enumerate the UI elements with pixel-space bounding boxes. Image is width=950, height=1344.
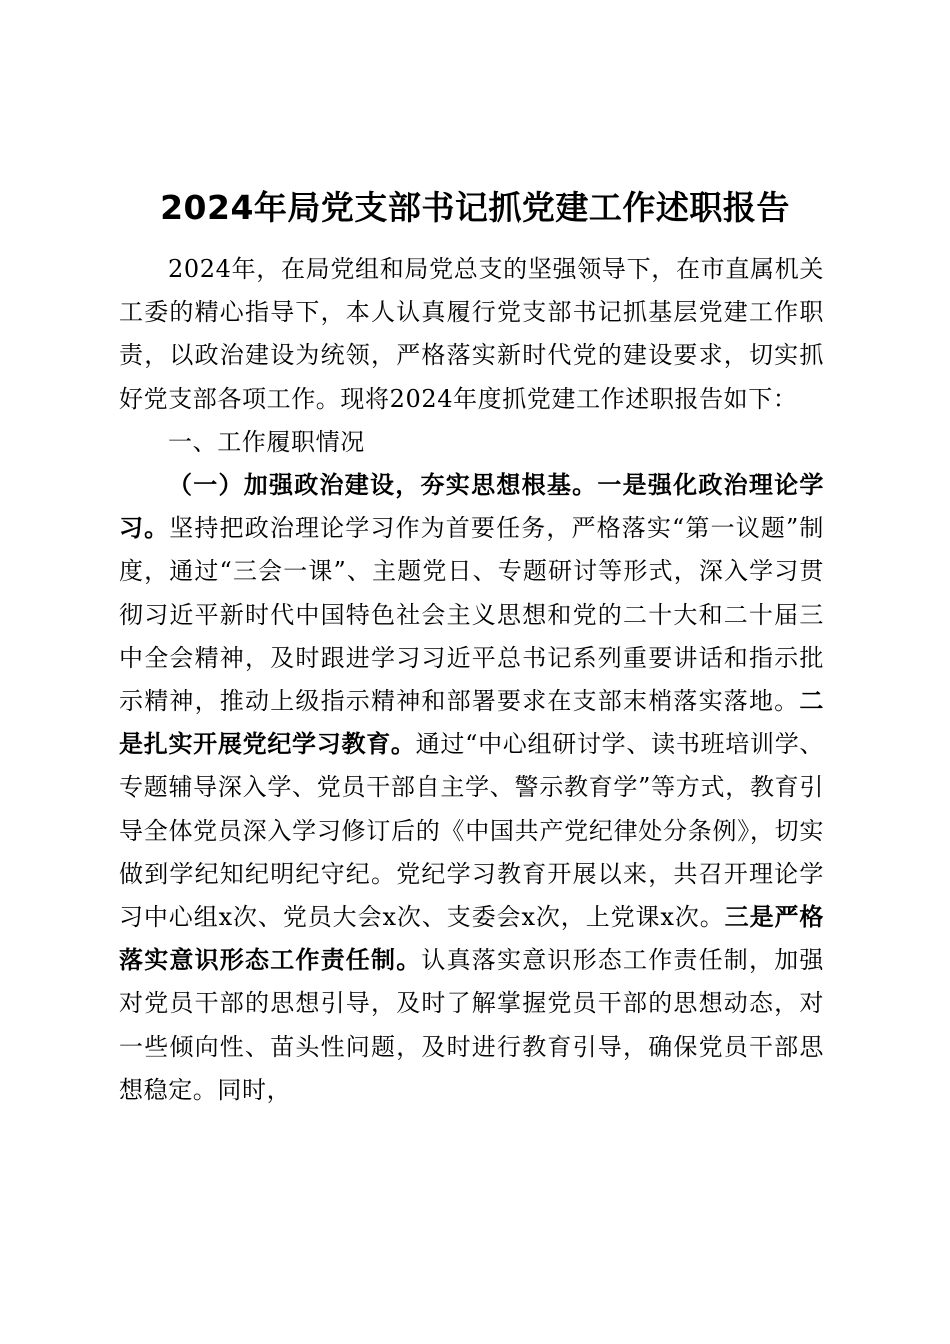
- intro-paragraph: 2024年，在局党组和局党总支的坚强领导下，在市直属机关工委的精心指导下，本人认真履行党支部书记抓基层党建工作职责，以政治建设为统领，严格落实新时代党的建设要求，切实抓好党支部各项工作。现将2024年度抓党建工作述职报告如下：: [119, 255, 824, 413]
- paragraph-bold-2: 二是扎实开展党纪学习教育。: [119, 687, 824, 759]
- paragraph-text-3: 认真落实意识形态工作责任制，加强对党员干部的思想引导，及时了解掌握党员干部的思想动态，对一些倾向性、苗头性问题，及时进行教育引导，确保党员干部思想稳定。同时，: [119, 946, 824, 1104]
- document-title: 2024年局党支部书记抓党建工作述职报告: [160, 188, 790, 227]
- body-paragraph: [119, 464, 824, 1112]
- section-heading: 一、工作履职情况: [168, 427, 365, 456]
- paragraph-text-2: 通过“中心组研讨学、读书班培训学、专题辅导深入学、党员干部自主学、警示教育学”等方式，教育引导全体党员深入学习修订后的《中国共产党纪律处分条例》，切实做到学纪知纪明纪守纪。党纪学习教育开展以来，共召开理论学习中心组x次、党员大会x次、支委会x次，上党课x次。: [119, 730, 825, 932]
- paragraph-bold-3: 三是严格落实意识形态工作责任制。: [119, 903, 824, 975]
- paragraph-text-1: 坚持把政治理论学习作为首要任务，严格落实“第一议题”制度，通过“三会一课”、主题党日、专题研讨等形式，深入学习贯彻习近平新时代中国特色社会主义思想和党的二十大和二十届三中全会精神，及时跟进学习习近平总书记系列重要讲话和指示批示精神，推动上级指示精神和部署要求在支部末梢落实落地。: [119, 514, 824, 716]
- paragraph-lead-bold: （一）加强政治建设，夯实思想根基。一是强化政治理论学习。: [119, 471, 824, 543]
- document-body: [119, 248, 824, 1112]
